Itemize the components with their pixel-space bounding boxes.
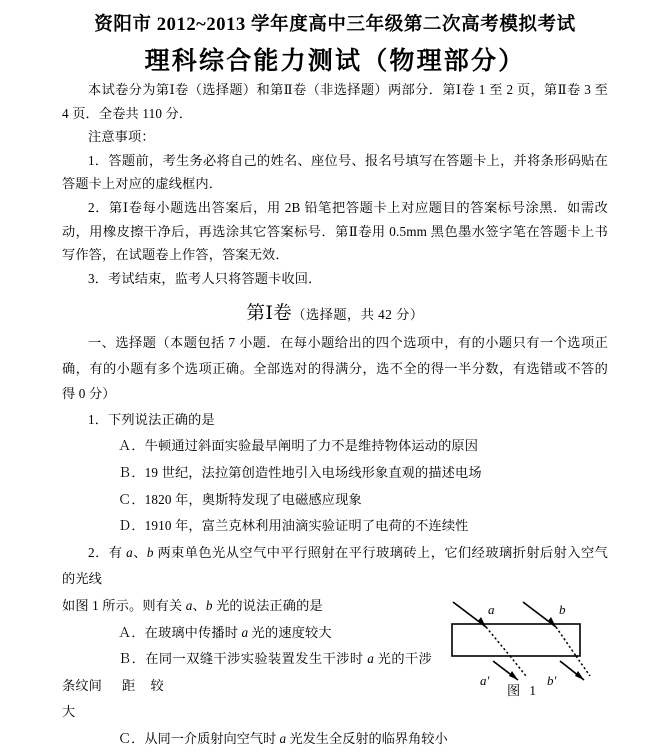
- figure-label-a-prime: a': [480, 673, 490, 688]
- internal-ray-a: [486, 627, 510, 656]
- notice-item-2: 2．第Ⅰ卷每小题选出答案后，用 2B 铅笔把答题卡上对应题目的答案标号涂黑．如需改动，用橡皮擦干净后，再选涂其它答案标号．第Ⅱ卷用 0.5mm 黑色墨水签字笔在答题卡上书写作答，在试题卷上作答，答案无效．: [62, 199, 608, 263]
- question-2-line2-post: 光的说法正确的是: [212, 598, 323, 613]
- figure-1-caption: 图 1: [506, 683, 540, 698]
- ray-label-a-option-b: a: [367, 651, 374, 667]
- question-2-number: 2．: [88, 544, 109, 560]
- part-one-block: [0, 330, 670, 407]
- question-2-option-b-tail: 距 较: [122, 677, 170, 693]
- ray-label-a-inline-1: a: [126, 544, 133, 560]
- internal-ray-b: [556, 627, 576, 656]
- question-2-option-c-post: 光发生全反射的临界角较小: [286, 730, 448, 746]
- exam-title: 理科综合能力测试（物理部分）: [144, 47, 526, 75]
- figure-label-b-prime: b': [547, 673, 557, 688]
- ray-label-a-inline-2: a: [185, 598, 193, 613]
- question-2-option-b-post: 光的干涉条纹间: [62, 651, 433, 693]
- question-2: [0, 540, 670, 700]
- question-1-option-c: Ｃ．1820 年，奥斯特发现了电磁感应现象: [118, 491, 362, 507]
- question-2-stem-pre: 有: [108, 544, 127, 560]
- instructions-block: [0, 78, 670, 290]
- question-2-option-a-post: 光的速度较大: [248, 624, 332, 640]
- question-1-option-b: Ｂ．19 世纪，法拉第创造性地引入电场线形象直观的描述电场: [118, 465, 482, 481]
- arrow-head-ray-a-prime: [509, 671, 518, 680]
- question-2-line2-sep: 、: [192, 598, 206, 613]
- question-1-option-d: Ｄ．1910 年，富兰克林利用油滴实验证明了电荷的不连续性: [118, 518, 469, 534]
- figure-label-a: a: [488, 602, 495, 617]
- notice-heading: 注意事项：: [88, 129, 155, 145]
- notice-item-1: 1．答题前，考生务必将自己的姓名、座位号、报名号填写在答题卡上，并将条形码贴在答题卡上对应的虚线框内．: [62, 152, 608, 192]
- figure-label-b: b: [559, 602, 566, 617]
- notice-item-3: 3．考试结束，监考人只将答题卡收回．: [88, 270, 322, 286]
- question-2-option-b-pre: Ｂ．在同一双缝干涉实验装置发生干涉时: [118, 651, 368, 667]
- paper-structure-text: 本试卷分为第Ⅰ卷（选择题）和第Ⅱ卷（非选择题）两部分．第Ⅰ卷 1 至 2 页，第Ⅱ卷 3 至 4 页．全卷共 110 分．: [62, 82, 608, 121]
- question-1-stem: [62, 407, 608, 434]
- question-1-number: 1．: [88, 411, 109, 427]
- arrow-head-ray-b-prime: [575, 671, 584, 680]
- figure-1: [438, 597, 608, 698]
- question-2-option-b-hang: 大: [62, 704, 76, 720]
- ray-label-b-inline-1: b: [146, 544, 154, 560]
- question-2-tail: [0, 699, 670, 752]
- section-one-heading-main: 第Ⅰ卷: [246, 304, 293, 325]
- question-2-option-a-pre: Ａ．在玻璃中传播时: [118, 624, 242, 640]
- ray-label-a-option-a: a: [241, 624, 249, 640]
- question-2-line2-pre: 如图 1 所示。则有关: [62, 598, 186, 613]
- part-one-label: 一、选择题（本题包括 7 小题．在每小题给出的四个选项中，有的小题只有一个选项正确，有的小题有多个选项正确。全部选对的得满分，选不全的得一半分数，有选错或不答的得 0 分）: [62, 335, 608, 402]
- question-1: [0, 407, 670, 540]
- ray-label-b-inline-2: b: [205, 598, 213, 613]
- section-one-heading: [0, 290, 670, 330]
- question-2-stem-post: 两束单色光从空气中平行照射在平行玻璃砖上，它们经玻璃折射后射入空气的光线: [62, 544, 608, 587]
- question-2-option-c: [0, 726, 670, 753]
- question-2-stem: [62, 540, 608, 593]
- question-1-option-a: Ａ．牛顿通过斜面实验最早阐明了力不是维持物体运动的原因: [118, 438, 479, 454]
- section-one-heading-sub: （选择题，共 42 分）: [292, 307, 424, 323]
- school-exam-line: 资阳市 2012~2013 学年度高中三年级第二次高考模拟考试: [94, 15, 576, 35]
- ray-label-a-option-c: a: [279, 730, 287, 746]
- question-2-stem-sep: 、: [132, 544, 147, 560]
- question-1-stem-text: 下列说法正确的是: [108, 411, 215, 427]
- question-2-option-c-pre: Ｃ．从同一介质射向空气时: [118, 730, 280, 746]
